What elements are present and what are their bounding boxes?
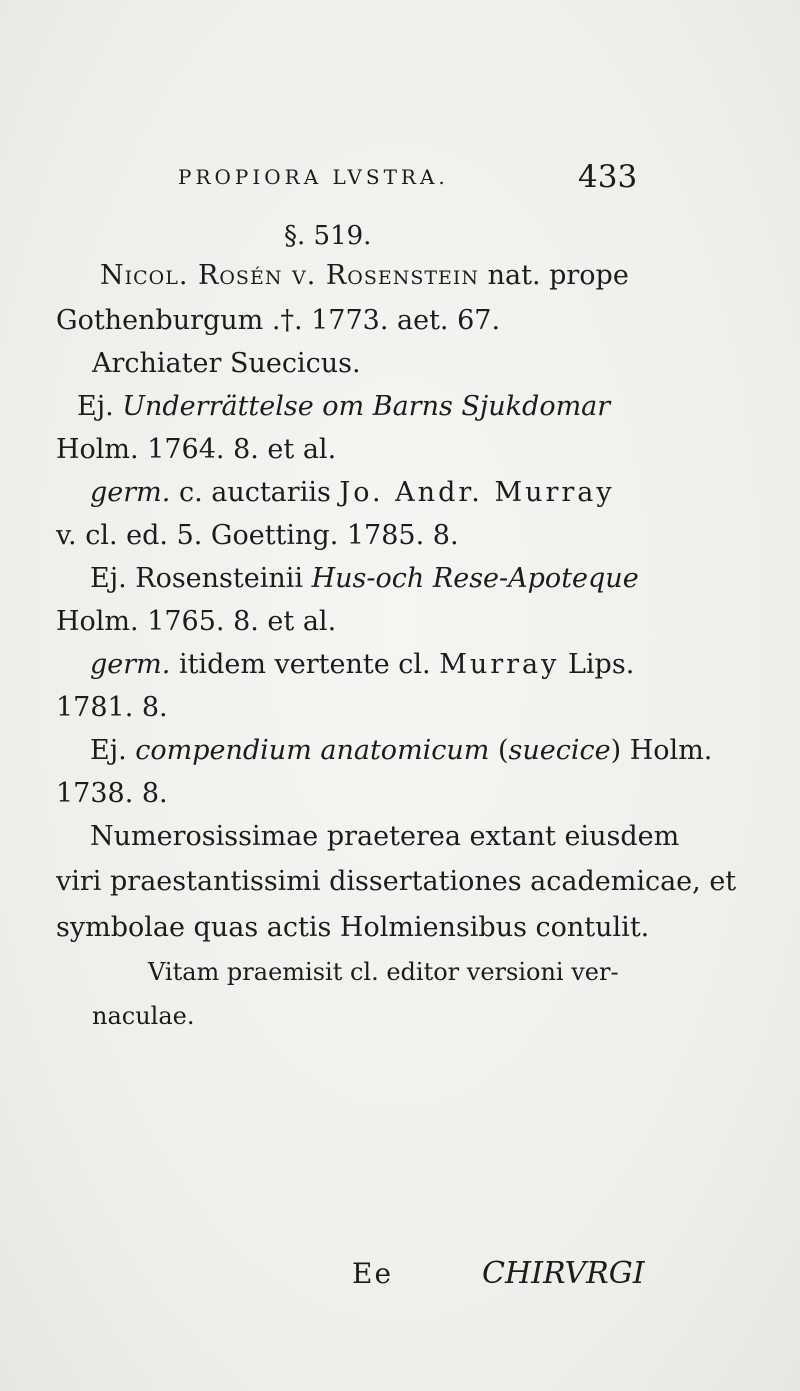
text-run: Archiater Suecicus. <box>92 348 361 379</box>
text-run: Ej. <box>77 391 123 422</box>
text-run: 1738. 8. <box>56 778 168 809</box>
book-title: Underrättelse om Barns Sjukdomar <box>122 391 611 422</box>
text-run: naculae. <box>92 1002 195 1030</box>
text-run: 1781. 8. <box>56 692 168 723</box>
page-number: 433 <box>578 159 638 195</box>
language-label: suecice <box>508 735 611 766</box>
signature-mark: Ee <box>352 1257 394 1290</box>
text-run: v. cl. ed. 5. Goetting. 1785. 8. <box>56 520 459 551</box>
text-line <box>56 778 168 809</box>
text-line <box>90 563 639 594</box>
text-line <box>56 606 336 637</box>
text-line <box>90 821 679 852</box>
text-line <box>90 477 615 508</box>
text-run: nat. prope <box>479 260 629 291</box>
text-run: symbolae quas actis Holmiensibus contulit. <box>56 912 650 943</box>
section-number: §. 519. <box>284 221 372 251</box>
text-run: Vitam praemisit cl. editor versioni ver- <box>148 958 619 986</box>
text-run: ( <box>489 735 509 766</box>
text-run: Ej. Rosensteinii <box>90 563 312 594</box>
text-line <box>56 305 500 336</box>
text-line <box>148 958 619 986</box>
text-line <box>90 735 712 766</box>
text-line <box>56 692 168 723</box>
text-run: ) Holm. <box>610 735 713 766</box>
language-label: germ. <box>90 477 171 508</box>
text-line <box>56 434 336 465</box>
editor-name: Murray <box>439 649 560 680</box>
text-run: Lips. <box>559 649 635 680</box>
book-title: Hus-och Rese-Apoteque <box>311 563 639 594</box>
text-line <box>56 912 649 943</box>
text-run: itidem vertente cl. <box>170 649 440 680</box>
text-run: viri praestantissimi dissertationes academicae, et <box>56 866 737 897</box>
text-line <box>56 520 459 551</box>
book-title: compendium anatomicum <box>135 735 490 766</box>
text-line <box>90 649 634 680</box>
text-run: Ej. <box>90 735 136 766</box>
catchword: CHIRVRGI <box>482 1256 645 1291</box>
author-name: Nicol. Rosén v. Rosenstein <box>100 260 480 291</box>
text-line <box>92 1002 194 1030</box>
running-head: PROPIORA LVSTRA. <box>178 165 449 189</box>
language-label: germ. <box>90 649 171 680</box>
text-run: c. auctariis <box>170 477 340 508</box>
text-line <box>77 391 610 422</box>
text-run: Holm. 1764. 8. et al. <box>56 434 337 465</box>
text-run: Gothenburgum .†. 1773. aet. 67. <box>56 305 501 336</box>
text-line <box>92 348 361 379</box>
editor-name: Jo. Andr. Murray <box>339 477 615 508</box>
text-run: Numerosissimae praeterea extant eiusdem <box>90 821 680 852</box>
text-line <box>100 260 629 291</box>
text-line <box>56 866 736 897</box>
text-run: Holm. 1765. 8. et al. <box>56 606 337 637</box>
